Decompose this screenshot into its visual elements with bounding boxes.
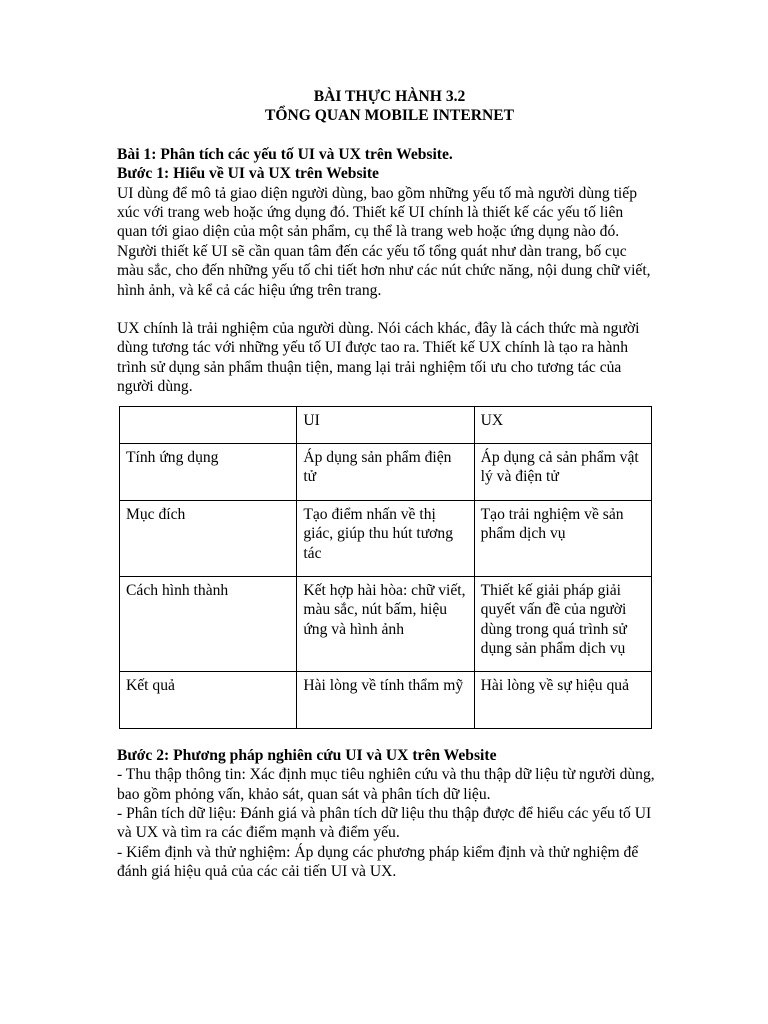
table-cell: Kết hợp hài hòa: chữ viết, màu sắc, nút bấm, hiệu ứng và hình ảnh <box>297 576 474 671</box>
table-cell: Tạo điểm nhấn về thị giác, giúp thu hút tương tác <box>297 500 474 576</box>
table-header-row <box>120 406 652 443</box>
spacer <box>117 729 657 746</box>
spacer <box>117 300 657 319</box>
table-cell: Mục đích <box>120 500 297 576</box>
table-cell: Tạo trải nghiệm về sản phẩm dịch vụ <box>474 500 651 576</box>
table-cell: Áp dụng cả sản phẩm vật lý và điện tử <box>474 443 651 500</box>
list-item: - Kiểm định và thử nghiệm: Áp dụng các phương pháp kiểm định và thử nghiệm để đánh giá hiệu quả của các cải tiến UI và UX. <box>117 843 639 881</box>
table-cell: Hài lòng về sự hiệu quả <box>474 671 651 728</box>
table-header-cell: UI <box>297 406 474 443</box>
table-row <box>120 443 652 500</box>
table-cell: Thiết kế giải pháp giải quyết vấn đề của người dùng trong quá trình sử dụng sản phẩm dịch vụ <box>474 576 651 671</box>
table-header-cell <box>120 406 297 443</box>
step1-title: Bước 1: Hiểu về UI và UX trên Website <box>117 165 379 183</box>
ui-paragraph: UI dùng để mô tả giao diện người dùng, bao gồm những yếu tố mà người dùng tiếp xúc với trang web hoặc ứng dụng đó. Thiết kế UI chính là thiết kế các yếu tố liên quan tới giao diện của một sản phẩm, cụ thể là trang web hoặc ứng dụng nào đó. Người thiết kế UI sẽ cần quan tâm đến các yếu tố tổng quát như dàn trang, bố cục màu sắc, cho đến những yếu tố chi tiết hơn như các nút chức năng, nội dung chữ viết, hình ảnh, và kể cả các hiệu ứng trên trang. <box>117 184 651 299</box>
list-item: - Phân tích dữ liệu: Đánh giá và phân tích dữ liệu thu thập được để hiểu các yếu tố UI và UX và tìm ra các điểm mạnh và điểm yếu. <box>117 804 652 842</box>
table-row <box>120 671 652 728</box>
table-cell: Tính ứng dụng <box>120 443 297 500</box>
table-header-cell: UX <box>474 406 651 443</box>
list-item: - Thu thập thông tin: Xác định mục tiêu nghiên cứu và thu thập dữ liệu từ người dùng, bao gồm phỏng vấn, khảo sát, quan sát và phân tích dữ liệu. <box>117 766 655 803</box>
exercise-title: Bài 1: Phân tích các yếu tố UI và UX trên Website. <box>117 145 453 163</box>
table-row <box>120 576 652 671</box>
ui-ux-comparison-table <box>119 406 652 729</box>
table-row <box>120 500 652 576</box>
table-cell: Cách hình thành <box>120 576 297 671</box>
title-line-2: TỔNG QUAN MOBILE INTERNET <box>264 107 515 125</box>
document-content <box>117 87 657 882</box>
table-cell: Hài lòng về tính thẩm mỹ <box>297 671 474 728</box>
table-cell: Áp dụng sản phẩm điện tử <box>297 443 474 500</box>
step2-title: Bước 2: Phương pháp nghiên cứu UI và UX trên Website <box>117 746 497 764</box>
table-cell: Kết quả <box>120 671 297 728</box>
spacer <box>117 126 657 145</box>
document-title <box>122 87 657 126</box>
title-line-1: BÀI THỰC HÀNH 3.2 <box>313 88 466 105</box>
ux-paragraph: UX chính là trải nghiệm của người dùng. Nói cách khác, đây là cách thức mà người dùng tương tác với những yếu tố UI được tao ra. Thiết kế UX chính là tạo ra hành trình sử dụng sản phẩm thuận tiện, mang lại trải nghiệm tối ưu cho tương tác của người dùng. <box>117 320 640 396</box>
